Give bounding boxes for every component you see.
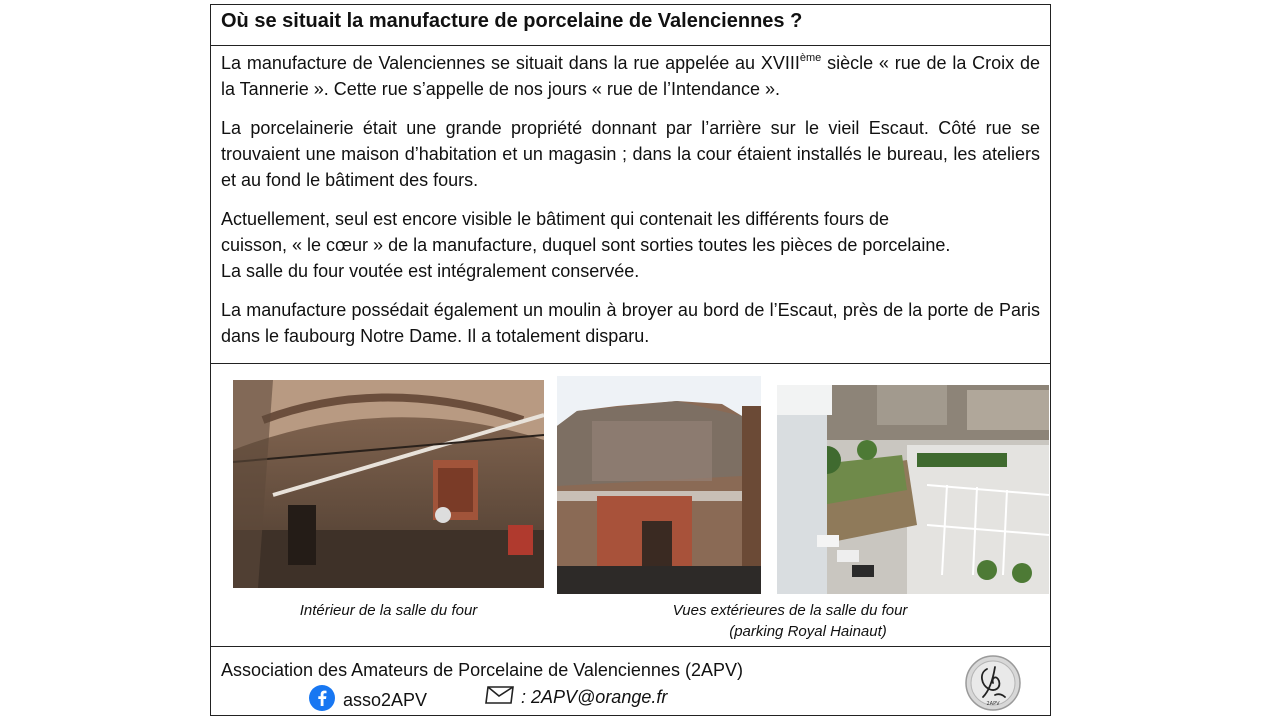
paragraph-3-line-3: La salle du four voutée est intégralement conservée.	[221, 261, 640, 281]
interior-photo	[233, 380, 544, 588]
caption-interior: Intérieur de la salle du four	[299, 602, 478, 619]
footer	[211, 647, 1050, 717]
paragraph-3-line-2: cuisson, « le cœur » de la manufacture, duquel sont sorties toutes les pièces de porcelaine.	[221, 235, 951, 255]
association-name: Association des Amateurs de Porcelaine de Valenciennes (2APV)	[221, 660, 743, 680]
facebook-handle: asso2APV	[343, 690, 428, 710]
paragraph-3-line-1: Actuellement, seul est encore visible le bâtiment qui contenait les différents fours de	[221, 209, 890, 229]
superscript: ème	[799, 52, 822, 64]
association-logo	[965, 655, 1021, 716]
paragraph-1-start: La manufacture de Valenciennes se situait dans la rue appelée au XVIII	[221, 53, 800, 73]
facebook-link[interactable]	[309, 685, 427, 716]
caption-exterior-line-1: Vues extérieures de la salle du four	[672, 602, 908, 619]
logo-text: 2APV	[986, 701, 1000, 707]
email-link[interactable]	[485, 685, 667, 710]
paragraph-4: La manufacture possédait également un moulin à broyer au bord de l’Escaut, près de la porte de Paris dans le faubourg Notre Dame. Il a totalement disparu.	[221, 300, 1040, 346]
paragraph-1	[221, 50, 1040, 102]
exterior-photo-1	[557, 376, 761, 594]
caption-exterior-line-2: (parking Royal Hainaut)	[729, 623, 887, 640]
photo-section	[211, 364, 1050, 647]
facebook-icon	[309, 685, 335, 716]
paragraph-1-end: siècle « rue de la Croix de la Tannerie ». Cette rue s’appelle de nos jours « rue de l’Intendance ».	[221, 53, 1041, 99]
email-address: : 2APV@orange.fr	[521, 687, 668, 707]
caption-exterior	[611, 600, 969, 642]
envelope-icon	[485, 685, 515, 710]
exterior-photo-2	[777, 385, 1049, 594]
text-block	[211, 46, 1050, 364]
document-frame	[210, 4, 1051, 716]
paragraph-3	[221, 206, 1040, 284]
paragraph-2: La porcelainerie était une grande propriété donnant par l’arrière sur le vieil Escaut. Côté rue se trouvaient une maison d’habitation et un magasin ; dans la cour étaient installés le bureau, les ateliers et au fond le bâtiment des fours.	[221, 118, 1040, 190]
page-title: Où se situait la manufacture de porcelaine de Valenciennes ?	[211, 5, 1050, 46]
